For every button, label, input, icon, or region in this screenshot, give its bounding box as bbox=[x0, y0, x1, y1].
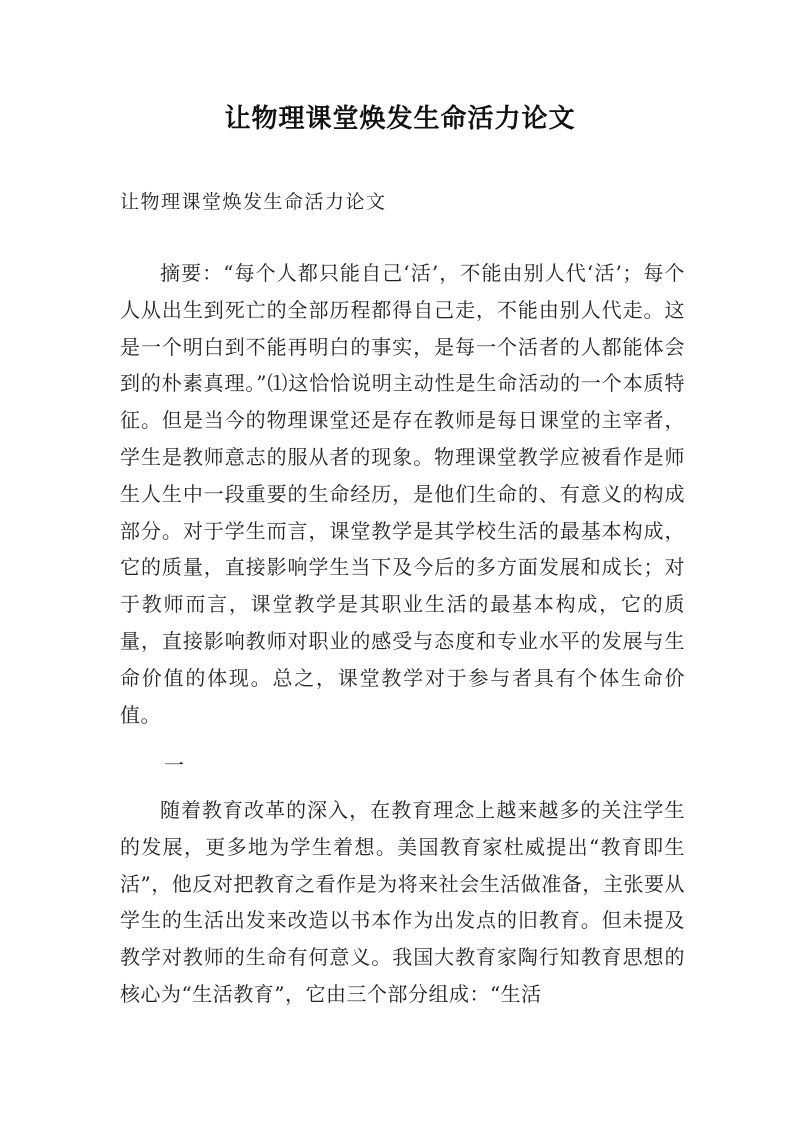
document-title: 让物理课堂焕发生命活力论文 bbox=[224, 104, 576, 134]
section-heading: 一 bbox=[164, 753, 184, 777]
abstract-paragraph: 摘要：“每个人都只能自己‘活’，不能由别人代‘活’；每个人从出生到死亡的全部历程都得自己走，不能由别人代走。这是一个明白到不能再明白的事实，是每一个活者的人都能体会到的朴素真理。”⑴这恰恰说明主动性是生命活动的一个本质特征。但是当今的物理课堂还是存在教师是每日课堂的主宰者，学生是教师意志的服从者的现象。物理课堂教学应被看作是师生人生中一段重要的生命经历，是他们生命的、有意义的构成部分。对于学生而言，课堂教学是其学校生活的最基本构成，它的质量，直接影响学生当下及今后的多方面发展和成长；对于教师而言，课堂教学是其职业生活的最基本构成，它的质量，直接影响教师对职业的感受与态度和专业水平的发展与生命价值的体现。总之，课堂教学对于参与者具有个体生命价值。 bbox=[120, 261, 685, 727]
document-subtitle: 让物理课堂焕发生命活力论文 bbox=[120, 191, 387, 213]
body-paragraph: 随着教育改革的深入，在教育理念上越来越多的关注学生的发展，更多地为学生着想。美国教育家杜威提出“教育即生活”，他反对把教育之看作是为将来社会生活做准备，主张要从学生的生活出发来改造以书本作为出发点的旧教育。但未提及教学对教师的生命有何意义。我国大教育家陶行知教育思想的核心为“生活教育”，它由三个部分组成：“生活 bbox=[120, 798, 685, 1006]
